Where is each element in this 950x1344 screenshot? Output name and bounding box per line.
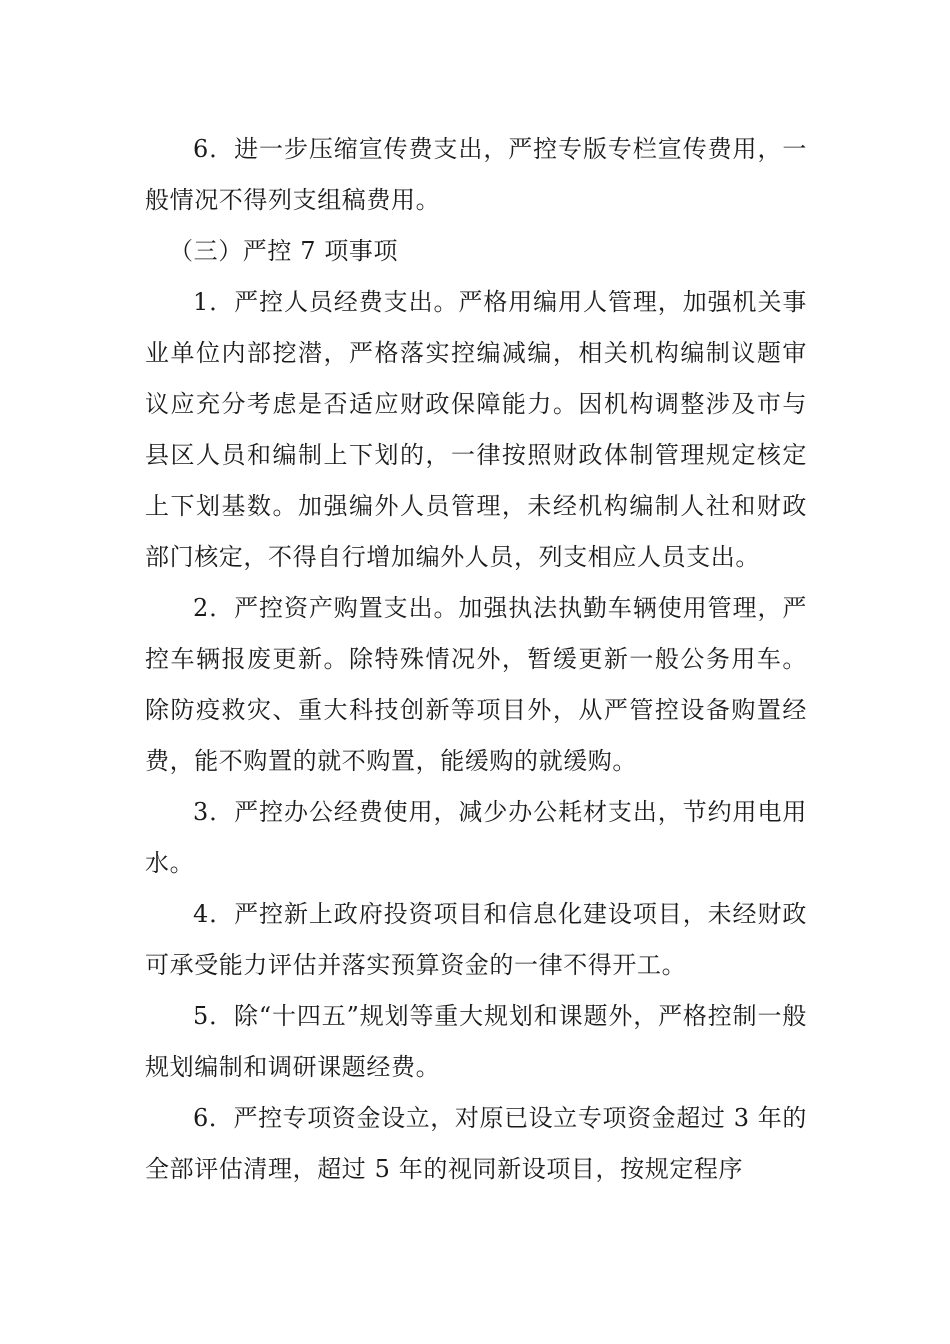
paragraph-item-1-personnel: 1．严控人员经费支出。严格用编用人管理，加强机关事业单位内部挖潜，严格落实控编减编，相关机构编制议题审议应充分考虑是否适应财政保障能力。因机构调整涉及市与县区人员和编制上下划的，一律按照财政体制管理规定核定上下划基数。加强编外人员管理，未经机构编制人社和财政部门核定，不得自行增加编外人员，列支相应人员支出。 [145, 288, 807, 571]
paragraph-item-2-assets: 2．严控资产购置支出。加强执法执勤车辆使用管理，严控车辆报废更新。除特殊情况外，暂缓更新一般公务用车。除防疫救灾、重大科技创新等项目外，从严管控设备购置经费，能不购置的就不购置，能缓购的就缓购。 [145, 594, 807, 775]
document-body [145, 124, 807, 1195]
paragraph-item-4-investment: 4．严控新上政府投资项目和信息化建设项目，未经财政可承受能力评估并落实预算资金的一律不得开工。 [145, 900, 807, 979]
paragraph-item-6-special-funds: 6．严控专项资金设立，对原已设立专项资金超过 3 年的全部评估清理，超过 5 年的视同新设项目，按规定程序 [145, 1104, 807, 1183]
section-heading-three: （三）严控 7 项事项 [169, 237, 399, 265]
paragraph-item-5-planning: 5．除“十四五”规划等重大规划和课题外，严格控制一般规划编制和调研课题经费。 [145, 1002, 807, 1081]
paragraph-item-3-office: 3．严控办公经费使用，减少办公耗材支出，节约用电用水。 [145, 798, 807, 877]
paragraph-item-6-publicity: 6．进一步压缩宣传费支出，严控专版专栏宣传费用，一般情况不得列支组稿费用。 [145, 135, 807, 214]
